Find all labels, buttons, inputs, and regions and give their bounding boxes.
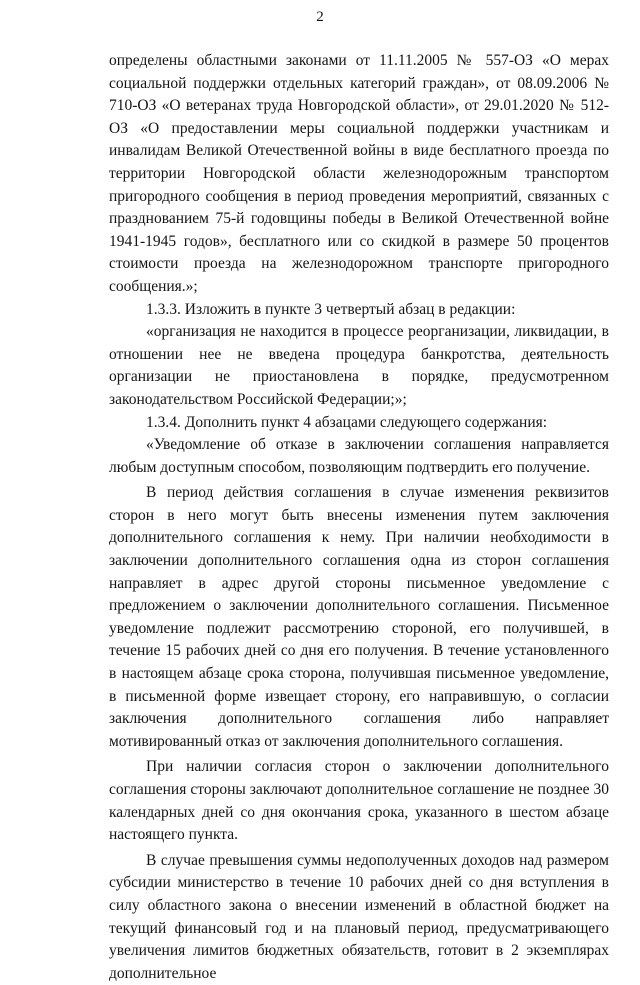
paragraph: определены областными законами от 11.11.2005 № 557-ОЗ «О мерах социальной поддержки отдельных категорий граждан», от 08.09.2006 № 710-ОЗ «О ветеранах труда Новгородской области», от 29.01.2020 № 512-ОЗ «О предоставлении меры социальной поддержки участникам и инвалидам Великой Отечественной войны в виде бесплатного проезда по территории Новгородской области железнодорожным транспортом пригородного сообщения в период проведения мероприятий, связанных с празднованием 75-й годовщины победы в Великой Отечественной войне 1941-1945 годов», бесплатного или со скидкой в размере 50 процентов стоимости проезда на железнодорожном транспорте пригородного сообщения.»; (109, 52, 609, 295)
paragraph: «Уведомление об отказе в заключении соглашения направляется любым доступным способом, позволяющим подтвердить его получение. (109, 436, 609, 476)
paragraph: «организация не находится в процессе реорганизации, ликвидации, в отношении нее не введена процедура банкротства, деятельность организации не приостановлена в порядке, предусмотренном законодательством Российской Федерации;»; (109, 323, 609, 408)
paragraph: В период действия соглашения в случае изменения реквизитов сторон в него могут быть внесены изменения путем заключения дополнительного соглашения к нему. При наличии необходимости в заключении дополнительного соглашения одна из сторон соглашения направляет в адрес другой стороны письменное уведомление с предложением о заключении дополнительного соглашения. Письменное уведомление подлежит рассмотрению стороной, его получившей, в течение 15 рабочих дней со дня его получения. В течение установленного в настоящем абзаце срока сторона, получившая письменное уведомление, в письменной форме извещает сторону, его направившую, о согласии заключения дополнительного соглашения либо направляет мотивированный отказ от заключения дополнительного соглашения. (109, 484, 609, 750)
paragraph: 1.3.4. Дополнить пункт 4 абзацами следующего содержания: (146, 413, 548, 431)
paragraph: В случае превышения суммы недополученных доходов над размером субсидии министерство в течение 10 рабочих дней со дня вступления в силу областного закона о внесении изменений в областной бюджет на текущий финансовый год и на плановый период, предусматривающего увеличения лимитов бюджетных обязательств, готовит в 2 экземплярах дополнительное (109, 851, 609, 982)
document-body (109, 50, 609, 985)
page-number: 2 (316, 9, 324, 25)
paragraph: При наличии согласия сторон о заключении дополнительного соглашения стороны заключают дополнительное соглашение не позднее 30 календарных дней со дня окончания срока, указанного в шестом абзаце настоящего пункта. (109, 758, 609, 844)
paragraph: 1.3.3. Изложить в пункте 3 четвертый абзац в редакции: (146, 300, 516, 318)
